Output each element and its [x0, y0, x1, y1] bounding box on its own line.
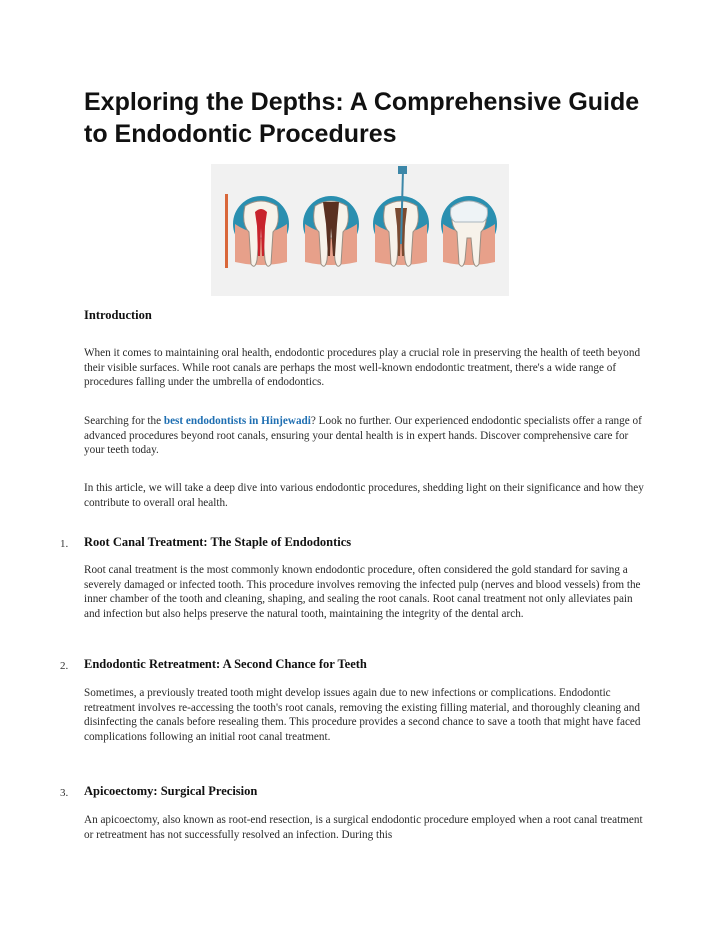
paragraph-text-after: ? Look no further. Our experienced endodontic specialists offer a range of advanced procedures beyond root canals, ensuring your dental health is in expert hands. Discover comprehensive care for your teeth today. [84, 415, 642, 457]
tooth-canal-cleaning-icon [373, 166, 429, 266]
section-3-heading-wrap [84, 784, 649, 799]
section-number-2: 2. [60, 660, 69, 672]
best-endodontists-link[interactable]: best endodontists in Hinjewadi [163, 415, 311, 427]
section-1-heading: Root Canal Treatment: The Staple of Endodontics [84, 535, 352, 549]
paragraph-text: An apicoectomy, also known as root-end resection, is a surgical endodontic procedure employed when a root canal treatment or retreatment has not successfully resolved an infection. During this [84, 814, 643, 841]
section-3-body [84, 813, 649, 842]
section-3-heading: Apicoectomy: Surgical Precision [84, 784, 258, 798]
page-title: Exploring the Depths: A Comprehensive Guide to Endodontic Procedures [84, 88, 640, 148]
section-1-body [84, 563, 649, 621]
intro-paragraph-3 [84, 481, 649, 510]
teeth-stages-illustration [211, 164, 509, 296]
tooth-infected-icon [233, 196, 289, 266]
section-number-1: 1. [60, 538, 69, 550]
section-2-heading-wrap [84, 657, 649, 672]
paragraph-text: In this article, we will take a deep dive into various endodontic procedures, shedding light on their significance and how they contribute to overall oral health. [84, 482, 644, 509]
paragraph-text [84, 414, 649, 458]
dental-probe-icon [225, 194, 228, 268]
intro-paragraph-1 [84, 346, 649, 390]
paragraph-text-before: Searching for the [84, 415, 164, 427]
section-2-body [84, 686, 649, 744]
section-2-heading: Endodontic Retreatment: A Second Chance for Teeth [84, 657, 367, 671]
section-number-3: 3. [60, 787, 69, 799]
paragraph-text: When it comes to maintaining oral health, endodontic procedures play a crucial role in preserving the health of teeth beyond their visible surfaces. While root canals are perhaps the most well-known endodontic treatment, there's a wide range of procedures falling under the umbrella of endodontics. [84, 347, 641, 389]
tooth-pulp-exposed-icon [303, 196, 359, 266]
tooth-crowned-icon [441, 196, 497, 266]
root-canal-illustration [211, 164, 509, 296]
section-1-heading-wrap [84, 535, 649, 550]
intro-section [84, 308, 649, 323]
paragraph-text: Sometimes, a previously treated tooth might develop issues again due to new infections or complications. Endodontic retreatment involves re-accessing the tooth's root canals, removing the existing filling material, and thoroughly cleaning and disinfecting the canals before resealing them. This procedure provides a second chance to save a tooth that might have faced complications following an initial root canal treatment. [84, 687, 641, 743]
search-paragraph [84, 414, 649, 458]
intro-heading: Introduction [84, 308, 152, 322]
paragraph-text: Root canal treatment is the most commonly known endodontic procedure, often considered the gold standard for saving a severely damaged or infected tooth. This procedure involves removing the infected pulp (nerves and blood vessels) from the inner chamber of the tooth and cleaning, shaping, and sealing the root canals. Root canal treatment not only alleviates pain and infection but also helps preserve the natural tooth, maintaining the integrity of the dental arch. [84, 564, 641, 620]
